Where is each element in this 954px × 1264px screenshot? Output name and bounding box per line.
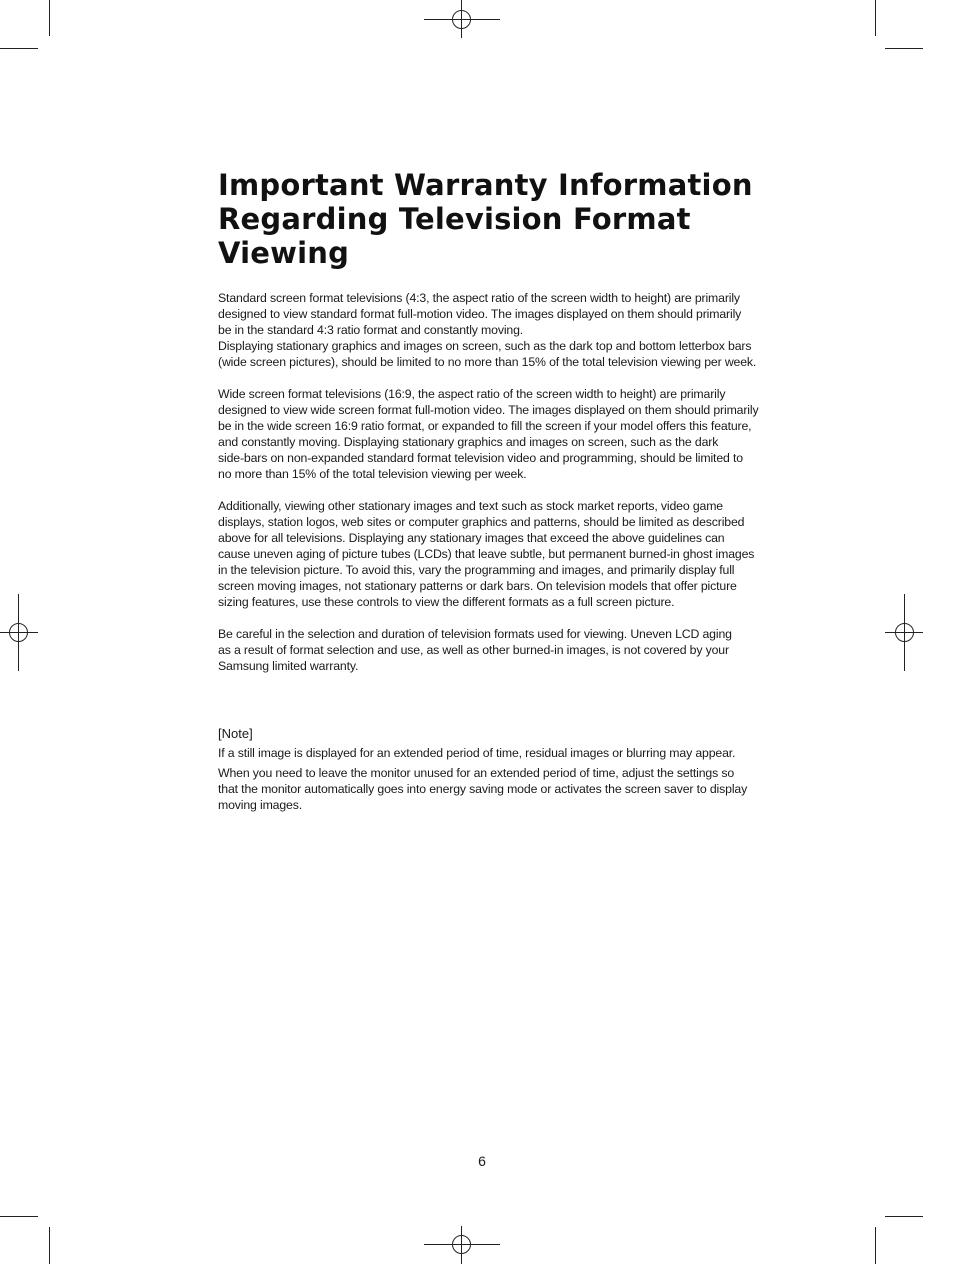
text-line: above for all televisions. Displaying any stationary images that exceed the above guidelines can [218,531,725,545]
registration-mark-bottom [424,1226,500,1264]
note-item-residual-images [218,745,818,761]
text-line: If a still image is displayed for an extended period of time, residual images or blurring may appear. [218,746,736,760]
text-line: sizing features, use these controls to view the different formats as a full screen picture. [218,595,675,609]
title-line: Regarding Television Format [218,202,691,236]
title-line: Important Warranty Information [218,168,753,202]
text-line: Samsung limited warranty. [218,659,359,673]
text-line: no more than 15% of the total television viewing per week. [218,467,527,481]
paragraph-wide-screen-format [218,386,818,482]
text-line: designed to view standard format full-motion video. The images displayed on them should primarily [218,307,742,321]
title-line: Viewing [218,236,350,270]
text-line: Wide screen format televisions (16:9, the aspect ratio of the screen width to height) are primarily [218,387,726,401]
text-line: designed to view wide screen format full-motion video. The images displayed on them should primarily [218,403,759,417]
note-heading: [Note] [218,726,253,741]
text-line: moving images. [218,798,303,812]
text-line: screen moving images, not stationary patterns or dark bars. On television models that offer picture [218,579,737,593]
text-line: Displaying stationary graphics and images on screen, such as the dark top and bottom letterbox bars [218,339,752,353]
paragraph-stationary-images [218,498,818,610]
paragraph-standard-format [218,290,818,370]
registration-mark-top [424,0,500,38]
note-item-energy-saving [218,765,818,813]
text-line: (wide screen pictures), should be limited to no more than 15% of the total television viewing per week. [218,355,757,369]
registration-mark-left [0,594,38,671]
text-line: When you need to leave the monitor unused for an extended period of time, adjust the settings so [218,766,735,780]
text-line: be in the standard 4:3 ratio format and constantly moving. [218,323,524,337]
text-line: in the television picture. To avoid this, vary the programming and images, and primarily display full [218,563,735,577]
paragraph-warranty-coverage [218,626,818,674]
text-line: displays, station logos, web sites or computer graphics and patterns, should be limited as described [218,515,745,529]
registration-mark-right [885,594,923,671]
text-line: be in the wide screen 16:9 ratio format, or expanded to fill the screen if your model offers this feature, [218,419,752,433]
text-line: Be careful in the selection and duration of television formats used for viewing. Uneven LCD aging [218,627,732,641]
text-line: Standard screen format televisions (4:3, the aspect ratio of the screen width to height) are primarily [218,291,740,305]
page-title [218,168,858,270]
text-line: and constantly moving. Displaying stationary graphics and images on screen, such as the dark [218,435,719,449]
text-line: as a result of format selection and use, as well as other burned-in images, is not covered by your [218,643,729,657]
page-number: 6 [478,1153,486,1169]
text-line: Additionally, viewing other stationary images and text such as stock market reports, video game [218,499,723,513]
text-line: that the monitor automatically goes into energy saving mode or activates the screen saver to display [218,782,748,796]
text-line: cause uneven aging of picture tubes (LCDs) that leave subtle, but permanent burned-in ghost images [218,547,755,561]
text-line: side-bars on non-expanded standard format television video and programming, should be limited to [218,451,743,465]
